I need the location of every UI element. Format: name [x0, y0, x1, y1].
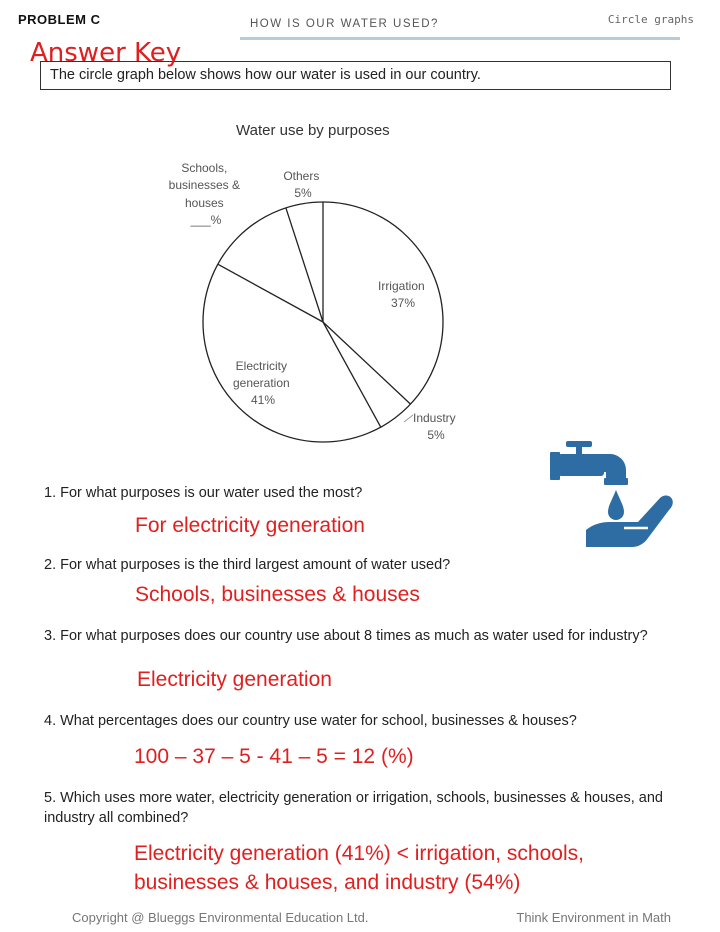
question-5: 5. Which uses more water, electricity generation or irrigation, schools, businesses & houses, and industry all combined?	[44, 790, 663, 826]
question-1: 1. For what purposes is our water used the most?	[44, 485, 363, 501]
slice-boundary-industry	[323, 322, 411, 404]
footer-tagline: Think Environment in Math	[516, 910, 671, 925]
pie-chart	[150, 150, 470, 450]
topic-tag: Circle graphs	[607, 13, 694, 26]
slice-boundary-electricity-generation	[323, 322, 381, 427]
problem-label: PROBLEM C	[18, 12, 101, 27]
slice-label-irrigation: Irrigation 37%	[377, 279, 425, 310]
intro-text: The circle graph below shows how our water is used in our country.	[50, 67, 481, 83]
answer-5: Electricity generation (41%) < irrigation, schools, businesses & houses, and industry (54%)	[134, 842, 584, 894]
slice-label-electricity: Electricity generation 41%	[232, 359, 290, 407]
answer-2: Schools, businesses & houses	[135, 583, 420, 606]
slice-label-schools: Schools, businesses & houses ___%	[168, 161, 241, 227]
slice-label-industry: Industry 5%	[412, 411, 456, 442]
question-3: 3. For what purposes does our country use about 8 times as much as water used for industry?	[44, 628, 648, 644]
slice-label-others: Others 5%	[283, 169, 320, 200]
header-divider	[240, 37, 680, 40]
answer-key-label: Answer Key	[30, 38, 182, 68]
industry-leader-line	[404, 415, 413, 422]
chart-title: Water use by purposes	[236, 122, 390, 139]
answer-1: For electricity generation	[135, 514, 365, 537]
worksheet-title: HOW IS OUR WATER USED?	[250, 18, 439, 30]
question-4: 4. What percentages does our country use water for school, businesses & houses?	[44, 713, 577, 729]
question-2: 2. For what purposes is the third largest amount of water used?	[44, 557, 451, 573]
answer-4: 100 – 37 – 5 - 41 – 5 = 12 (%)	[134, 745, 414, 768]
answer-3: Electricity generation	[137, 668, 332, 691]
footer-copyright: Copyright @ Blueggs Environmental Education Ltd.	[72, 910, 369, 925]
